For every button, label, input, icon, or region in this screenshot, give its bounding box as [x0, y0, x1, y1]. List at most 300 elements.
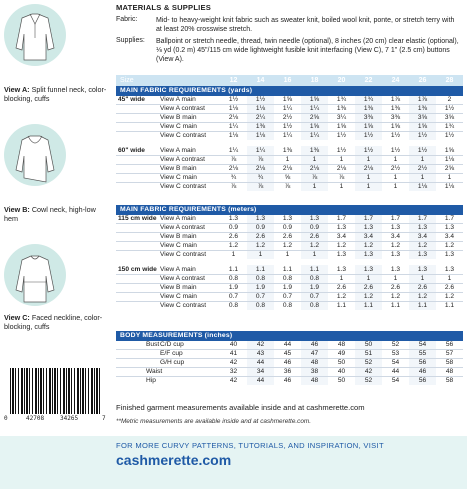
- table-row: [116, 358, 463, 367]
- value-cell: 1½: [336, 146, 347, 154]
- value-cell: 1¼: [301, 132, 328, 141]
- value-cell: 1⅜: [301, 146, 328, 155]
- value-cell: 1⅜: [247, 123, 274, 132]
- value-cell: 47: [301, 349, 328, 358]
- value-cell: 1.2: [436, 242, 463, 251]
- value-cell: 48: [436, 368, 463, 377]
- yards-title: MAIN FABRIC REQUIREMENTS (yards): [116, 86, 463, 96]
- value-cell: 58: [436, 358, 463, 367]
- value-cell: 54: [382, 377, 409, 386]
- width-label: [116, 251, 158, 260]
- value-cell: 1⅛: [220, 104, 247, 113]
- table-row: [116, 242, 463, 251]
- value-cell: 1: [274, 155, 301, 164]
- size-label: Size: [116, 75, 220, 86]
- table-row: [116, 368, 463, 377]
- view-a-illustration: [4, 4, 66, 66]
- size-col-header: 16: [274, 75, 301, 86]
- view-label: View B main: [158, 283, 220, 292]
- value-cell: 2⅛: [328, 164, 355, 173]
- table-row: [116, 96, 463, 105]
- value-cell: ⅞: [247, 183, 274, 192]
- value-cell: 1½: [390, 146, 401, 154]
- value-cell: 1⅞: [390, 95, 401, 103]
- value-cell: 1.1: [301, 265, 328, 274]
- value-cell: 1½: [355, 132, 382, 141]
- value-cell: 1.3: [409, 265, 436, 274]
- value-cell: 1⅛: [247, 132, 274, 141]
- value-cell: 3⅜: [382, 113, 409, 122]
- value-cell: 1: [355, 183, 382, 192]
- view-b-illustration: [4, 124, 66, 186]
- value-cell: ¾: [220, 174, 247, 183]
- table-row: [116, 274, 463, 283]
- value-cell: 0.7: [247, 293, 274, 302]
- materials-title: MATERIALS & SUPPLIES: [116, 3, 211, 12]
- view-label: View A main: [160, 95, 196, 103]
- value-cell: 1.1: [409, 302, 436, 311]
- table-row: [116, 341, 463, 350]
- cup-label: [158, 377, 220, 386]
- value-cell: 1.1: [228, 265, 239, 273]
- value-cell: ⅞: [328, 174, 355, 183]
- value-cell: 1.1: [282, 265, 293, 273]
- value-cell: 3¼: [328, 113, 355, 122]
- value-cell: 1.3: [355, 223, 382, 232]
- value-cell: 1: [301, 251, 328, 260]
- value-cell: 1.3: [328, 251, 355, 260]
- width-label: [116, 242, 158, 251]
- value-cell: 54: [382, 358, 409, 367]
- value-cell: 1.9: [274, 283, 301, 292]
- value-cell: 34: [247, 368, 274, 377]
- view-label: View C main: [158, 174, 220, 183]
- value-cell: 44: [247, 377, 274, 386]
- value-cell: 2½: [409, 164, 436, 173]
- fabric-text: Mid- to heavy-weight knit fabric such as sweater knit, boiled wool knit, ponte, or stretch terry with at least 20% crosswise stretch.: [156, 17, 455, 34]
- value-cell: 0.9: [247, 223, 274, 232]
- value-cell: 0.9: [220, 223, 247, 232]
- view-label: View B main: [158, 164, 220, 173]
- value-cell: 2⅛: [274, 164, 301, 173]
- value-cell: 45: [274, 349, 301, 358]
- width-label: [116, 132, 158, 141]
- value-cell: 38: [301, 368, 328, 377]
- meters-title: MAIN FABRIC REQUIREMENTS (meters): [116, 205, 463, 215]
- value-cell: 1.7: [336, 214, 347, 222]
- value-cell: 1: [328, 274, 355, 283]
- value-cell: 52: [355, 358, 382, 367]
- value-cell: 1.7: [355, 215, 382, 224]
- value-cell: 42: [220, 358, 247, 367]
- value-cell: 1.7: [390, 214, 401, 222]
- value-cell: 1.3: [355, 251, 382, 260]
- value-cell: 1.2: [220, 242, 247, 251]
- value-cell: 55: [409, 349, 436, 358]
- view-label: View A contrast: [158, 223, 220, 232]
- value-cell: 1⅞: [409, 96, 436, 105]
- view-label: View C main: [158, 293, 220, 302]
- measure-label: Bust: [146, 340, 160, 348]
- value-cell: 0.8: [301, 302, 328, 311]
- table-row: [116, 223, 463, 232]
- value-cell: 1.3: [228, 214, 239, 222]
- value-cell: 1.3: [409, 251, 436, 260]
- cup-label: G/H cup: [158, 358, 220, 367]
- view-b-caption: View B: Cowl neck, high-low hem: [4, 205, 96, 223]
- value-cell: 1½: [409, 146, 436, 155]
- value-cell: 56: [445, 340, 454, 348]
- yards-table: [116, 86, 463, 191]
- value-cell: 1.2: [247, 242, 274, 251]
- value-cell: 57: [436, 349, 463, 358]
- value-cell: 2⅛: [301, 164, 328, 173]
- value-cell: 0.7: [301, 293, 328, 302]
- value-cell: 1.3: [355, 265, 382, 274]
- footer-line: FOR MORE CURVY PATTERNS, TUTORIALS, AND INSPIRATION, VISIT: [116, 441, 384, 450]
- measure-label: [116, 349, 158, 358]
- value-cell: 1.2: [409, 293, 436, 302]
- width-label: 45" wide: [118, 95, 145, 103]
- value-cell: ⅞: [301, 174, 328, 183]
- value-cell: 2.6: [382, 283, 409, 292]
- value-cell: ⅞: [220, 155, 247, 164]
- width-label: [116, 283, 158, 292]
- value-cell: 1½: [436, 132, 463, 141]
- value-cell: 1.1: [247, 265, 274, 274]
- size-col-header: 18: [301, 75, 328, 86]
- value-cell: 2⅛: [247, 164, 274, 173]
- view-label: View A main: [160, 214, 196, 222]
- barcode-bars: [10, 368, 102, 414]
- views-column: [0, 0, 112, 430]
- value-cell: 1.2: [328, 242, 355, 251]
- value-cell: 3.4: [409, 232, 436, 241]
- value-cell: 1¼: [220, 123, 247, 132]
- value-cell: 2.6: [328, 283, 355, 292]
- sweater-sketch-icon: [4, 4, 66, 66]
- view-label: View A contrast: [158, 104, 220, 113]
- value-cell: 1: [382, 155, 409, 164]
- value-cell: 2.6: [220, 232, 247, 241]
- value-cell: 1⅜: [328, 104, 355, 113]
- value-cell: 1.2: [382, 242, 409, 251]
- value-cell: 1½: [328, 132, 355, 141]
- finished-note: Finished garment measurements available inside and at cashmerette.com: [116, 403, 365, 412]
- value-cell: ⅞: [247, 155, 274, 164]
- value-cell: 58: [436, 377, 463, 386]
- table-row: [116, 113, 463, 122]
- fabric-label: Fabric:: [116, 16, 138, 23]
- footer-site-link[interactable]: cashmerette.com: [116, 452, 232, 468]
- value-cell: 2¼: [247, 113, 274, 122]
- cup-label: C/D cup: [160, 340, 184, 348]
- value-cell: 0.8: [274, 302, 301, 311]
- value-cell: 1¼: [228, 146, 239, 154]
- metric-note: **Metric measurements are available inside and at cashmerette.com.: [116, 418, 312, 425]
- value-cell: 42: [247, 341, 274, 350]
- cup-label: [158, 368, 220, 377]
- table-row: [116, 123, 463, 132]
- value-cell: 48: [337, 340, 346, 348]
- value-cell: 3.4: [436, 232, 463, 241]
- value-cell: 1: [409, 274, 436, 283]
- value-cell: 1: [382, 174, 409, 183]
- value-cell: ⅞: [220, 183, 247, 192]
- value-cell: 1.3: [409, 223, 436, 232]
- value-cell: 1: [220, 251, 247, 260]
- value-cell: 52: [355, 377, 382, 386]
- view-c-caption: View C: Faced neckline, color-blocking, cuffs: [4, 313, 103, 331]
- value-cell: 1: [328, 183, 355, 192]
- width-label: [116, 223, 158, 232]
- view-label: View A main: [160, 146, 196, 154]
- value-cell: 1¼: [247, 146, 274, 155]
- cup-label: E/F cup: [158, 349, 220, 358]
- value-cell: 1.2: [409, 242, 436, 251]
- value-cell: 1⅝: [355, 123, 382, 132]
- value-cell: 2.6: [436, 283, 463, 292]
- view-label: View A main: [160, 265, 196, 273]
- width-label: [116, 174, 158, 183]
- value-cell: 48: [301, 358, 328, 367]
- value-cell: 0.8: [220, 274, 247, 283]
- value-cell: 1½: [382, 132, 409, 141]
- barcode-digits-1: 42708: [26, 415, 45, 422]
- table-row: [116, 164, 463, 173]
- value-cell: 40: [328, 368, 355, 377]
- value-cell: 1.2: [355, 242, 382, 251]
- width-label: [116, 164, 158, 173]
- size-col-header: 12: [220, 75, 247, 86]
- table-row: [116, 293, 463, 302]
- value-cell: 2⅝: [436, 164, 463, 173]
- table-row: [116, 283, 463, 292]
- width-label: [116, 293, 158, 302]
- value-cell: 3.4: [382, 232, 409, 241]
- value-cell: 3⅜: [355, 113, 382, 122]
- value-cell: 50: [328, 377, 355, 386]
- value-cell: 46: [274, 358, 301, 367]
- value-cell: 0.9: [274, 223, 301, 232]
- value-cell: 44: [283, 340, 292, 348]
- value-cell: 1⅝: [409, 123, 436, 132]
- value-cell: 51: [355, 349, 382, 358]
- value-cell: 1: [409, 155, 436, 164]
- value-cell: ¾: [247, 174, 274, 183]
- width-label: 60" wide: [118, 146, 145, 154]
- value-cell: 1.1: [328, 302, 355, 311]
- value-cell: 1.3: [382, 251, 409, 260]
- value-cell: 1.2: [274, 242, 301, 251]
- value-cell: 49: [328, 349, 355, 358]
- value-cell: 1⅛: [220, 132, 247, 141]
- view-label: View C main: [158, 242, 220, 251]
- value-cell: 1⅜: [355, 104, 382, 113]
- value-cell: 2.6: [247, 232, 274, 241]
- value-cell: 1¾: [355, 96, 382, 105]
- value-cell: 1⅛: [436, 155, 463, 164]
- table-row: [116, 146, 463, 155]
- value-cell: 1: [274, 251, 301, 260]
- view-a-caption: View A: Split funnel neck, color-blocking, cuffs: [4, 85, 107, 103]
- body-grid: [116, 341, 463, 386]
- value-cell: 2½: [382, 164, 409, 173]
- value-cell: 1½: [409, 132, 436, 141]
- width-label: [116, 183, 158, 192]
- value-cell: 50: [328, 358, 355, 367]
- value-cell: 2.6: [301, 232, 328, 241]
- value-cell: 1⅜: [409, 104, 436, 113]
- value-cell: 46: [274, 377, 301, 386]
- value-cell: 1⅝: [301, 96, 328, 105]
- value-cell: 1.3: [382, 223, 409, 232]
- value-cell: 32: [220, 368, 247, 377]
- barcode: [4, 368, 108, 426]
- view-label: View B main: [158, 232, 220, 241]
- value-cell: 1½: [228, 95, 239, 103]
- width-label: [116, 123, 158, 132]
- width-label: [116, 113, 158, 122]
- value-cell: 1.1: [436, 302, 463, 311]
- value-cell: 1½: [436, 104, 463, 113]
- value-cell: 2.6: [355, 283, 382, 292]
- value-cell: 2: [447, 95, 452, 103]
- yards-grid: [116, 96, 463, 192]
- value-cell: 1.7: [409, 215, 436, 224]
- view-label: View A contrast: [158, 274, 220, 283]
- value-cell: 43: [247, 349, 274, 358]
- value-cell: 1.2: [436, 293, 463, 302]
- value-cell: 1: [355, 155, 382, 164]
- value-cell: 1.3: [436, 251, 463, 260]
- value-cell: 2⅛: [220, 113, 247, 122]
- view-label: View C contrast: [158, 183, 220, 192]
- table-row: [116, 155, 463, 164]
- size-col-header: 26: [409, 75, 436, 86]
- view-label: View C contrast: [158, 251, 220, 260]
- measure-label: [116, 358, 158, 367]
- value-cell: 1.3: [336, 265, 347, 273]
- body-table: [116, 331, 463, 385]
- value-cell: 0.8: [301, 274, 328, 283]
- value-cell: 1.7: [444, 214, 455, 222]
- width-label: [116, 155, 158, 164]
- value-cell: 52: [391, 340, 400, 348]
- value-cell: 1.1: [382, 302, 409, 311]
- value-cell: 1⅛: [409, 183, 436, 192]
- barcode-digit-right: 7: [102, 415, 106, 422]
- size-col-header: 24: [382, 75, 409, 86]
- table-row: [116, 174, 463, 183]
- view-label: View A contrast: [158, 155, 220, 164]
- width-label: [116, 104, 158, 113]
- value-cell: 2½: [274, 113, 301, 122]
- value-cell: 1.1: [355, 302, 382, 311]
- value-cell: 1: [409, 174, 436, 183]
- width-label: [116, 232, 158, 241]
- value-cell: 1: [301, 183, 328, 192]
- value-cell: 0.9: [301, 223, 328, 232]
- width-label: 150 cm wide: [118, 265, 157, 273]
- value-cell: 2⅝: [301, 113, 328, 122]
- value-cell: 1¼: [301, 104, 328, 113]
- value-cell: 41: [220, 349, 247, 358]
- value-cell: 1.2: [328, 293, 355, 302]
- measure-label: Waist: [116, 368, 158, 377]
- value-cell: 48: [301, 377, 328, 386]
- size-col-header: 28: [436, 75, 463, 86]
- value-cell: 1: [436, 174, 463, 183]
- supplies-text: Ballpoint or stretch needle, thread, twin needle (optional), 8 inches (20 cm) clear elastic (optional), ⅛ yd (0.2 m) 45"/115 cm wide lightweight fusible knit interfacing (View C), 7 1" (2.5 cm) buttons (View A).: [156, 38, 459, 64]
- value-cell: 42: [220, 377, 247, 386]
- value-cell: 1.9: [247, 283, 274, 292]
- value-cell: 44: [247, 358, 274, 367]
- value-cell: 2⅛: [355, 164, 382, 173]
- value-cell: 1: [436, 274, 463, 283]
- barcode-digits-2: 34265: [60, 415, 79, 422]
- table-row: [116, 349, 463, 358]
- value-cell: 1⅛: [247, 104, 274, 113]
- table-row: [116, 232, 463, 241]
- value-cell: 46: [409, 368, 436, 377]
- value-cell: 1¼: [274, 132, 301, 141]
- faced-sweater-sketch-icon: [4, 244, 66, 306]
- value-cell: 1.3: [436, 223, 463, 232]
- value-cell: 3⅝: [436, 113, 463, 122]
- value-cell: 1: [355, 274, 382, 283]
- value-cell: 3.4: [328, 232, 355, 241]
- width-label: [116, 302, 158, 311]
- table-row: [116, 302, 463, 311]
- value-cell: 1⅝: [301, 123, 328, 132]
- value-cell: 1.9: [220, 283, 247, 292]
- table-row: [116, 104, 463, 113]
- value-cell: 1½: [274, 123, 301, 132]
- value-cell: 0.7: [274, 293, 301, 302]
- value-cell: 56: [409, 358, 436, 367]
- view-label: View C main: [158, 123, 220, 132]
- view-c-illustration: [4, 244, 66, 306]
- value-cell: 1.3: [301, 215, 328, 224]
- size-col-header: 14: [247, 75, 274, 86]
- value-cell: 42: [355, 368, 382, 377]
- value-cell: 0.8: [274, 274, 301, 283]
- size-col-header: 22: [355, 75, 382, 86]
- size-col-header: 20: [328, 75, 355, 86]
- width-label: 115 cm wide: [118, 214, 157, 222]
- value-cell: 1⅜: [282, 146, 293, 154]
- value-cell: 1¾: [336, 95, 347, 103]
- cowl-sweater-sketch-icon: [4, 124, 66, 186]
- value-cell: 1.3: [247, 215, 274, 224]
- value-cell: ⅞: [274, 183, 301, 192]
- value-cell: 3.4: [355, 232, 382, 241]
- value-cell: 1: [301, 155, 328, 164]
- value-cell: 1¼: [274, 104, 301, 113]
- table-row: [116, 251, 463, 260]
- width-label: [116, 274, 158, 283]
- value-cell: 1.3: [282, 214, 293, 222]
- value-cell: 1.2: [382, 293, 409, 302]
- meters-table: [116, 205, 463, 310]
- view-label: View C contrast: [158, 302, 220, 311]
- value-cell: 1½: [247, 96, 274, 105]
- size-header-row: [116, 75, 463, 86]
- table-row: [116, 377, 463, 386]
- value-cell: 53: [382, 349, 409, 358]
- value-cell: 1.3: [390, 265, 401, 273]
